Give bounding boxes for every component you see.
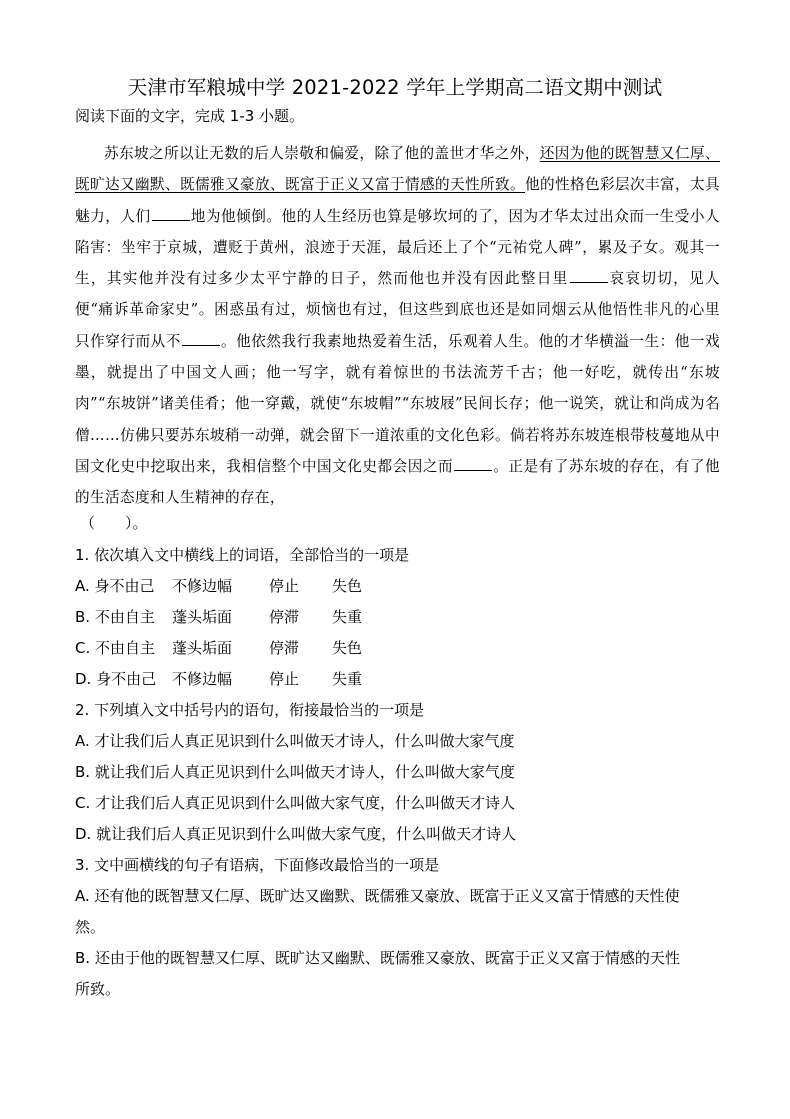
q1-option-b[interactable] <box>75 602 720 633</box>
q3-option-a-line-2: 然。 <box>75 918 106 936</box>
q1-a-word-1: A. 身不由己 <box>75 577 155 595</box>
q2-option-c[interactable]: C. 才让我们后人真正见识到什么叫做大家气度，什么叫做天才诗人 <box>75 794 516 812</box>
answer-parentheses: （ ）。 <box>80 514 148 532</box>
question-1 <box>75 540 720 695</box>
blank-4 <box>454 456 492 471</box>
question-3 <box>75 850 720 1005</box>
q3-option-b[interactable] <box>75 943 720 1005</box>
passage-text-3: 地为他倾倒。他的人生经历也算是够坎坷的了，因为才华太过出众而一生受小人陷害：坐牢于京城，遭贬于黄州，浪迹于天涯，最后还上了个“元祐党人碑”，累及子女。观其一生，其实他并没有过多少太平宁静的日子，然而他也并没有因此整日里 <box>75 207 720 288</box>
q1-c-word-3: 停滞 <box>269 639 300 657</box>
q1-c-word-1: C. 不由自主 <box>75 639 156 657</box>
q3-option-a-line-1: A. 还有他的既智慧又仁厚、既旷达又幽默、既儒雅又豪放、既富于正义又富于情感的天性使 <box>75 887 680 905</box>
q1-a-word-4: 失色 <box>332 577 363 595</box>
q1-c-word-4: 失色 <box>332 639 363 657</box>
question-3-stem: 3. 文中画横线的句子有语病，下面修改最恰当的一项是 <box>75 856 440 874</box>
question-1-stem: 1. 依次填入文中横线上的词语，全部恰当的一项是 <box>75 546 410 564</box>
reading-passage <box>75 138 720 514</box>
q1-option-c[interactable] <box>75 633 720 664</box>
q1-b-word-1: B. 不由自主 <box>75 608 155 626</box>
q3-option-a[interactable] <box>75 881 720 943</box>
blank-3 <box>182 331 220 346</box>
q1-d-word-2: 不修边幅 <box>172 670 233 688</box>
q2-option-a[interactable]: A. 才让我们后人真正见识到什么叫做天才诗人，什么叫做大家气度 <box>75 732 515 750</box>
passage-text-1: 苏东坡之所以让无数的后人崇敬和偏爱，除了他的盖世才华之外， <box>104 145 540 162</box>
q1-d-word-3: 停止 <box>269 670 300 688</box>
q3-option-b-line-1: B. 还由于他的既智慧又仁厚、既旷达又幽默、既儒雅又豪放、既富于正义又富于情感的天性 <box>75 949 680 967</box>
q1-b-word-3: 停滞 <box>269 608 300 626</box>
reading-instruction: 阅读下面的文字，完成 1-3 小题。 <box>75 107 305 125</box>
passage-text-5: 。他依然我行我素地热爱着生活，乐观着人生。他的才华横溢一生：他一戏墨，就提出了中国文人画；他一写字，就有着惊世的书法流芳千古；他一好吃，就传出“东坡肉”“东坡饼”诸美佳肴；他一穿戴，就使“东坡帽”“东坡屐”民间长存；他一说笑，就让和尚成为名僧……仿佛只要苏东坡稍一动弹，就会留下一道浓重的文化色彩。倘若将苏东坡连根带枝蔓地从中国文化史中挖取出来，我相信整个中国文化史都会因之而 <box>75 332 720 475</box>
q1-a-word-3: 停止 <box>269 577 300 595</box>
q3-option-b-line-2: 所致。 <box>75 980 121 998</box>
q1-c-word-2: 蓬头垢面 <box>172 639 233 657</box>
q1-b-word-2: 蓬头垢面 <box>172 608 233 626</box>
q1-d-word-4: 失重 <box>332 670 363 688</box>
q1-a-word-2: 不修边幅 <box>172 577 233 595</box>
passage-text-6: 。正是有了苏东坡的存在，有了他的生活态度和人生精神的存在， <box>75 457 720 507</box>
question-2 <box>75 695 720 850</box>
passage-text-4: 哀哀切切，见人便“痛诉革命家史”。困惑虽有过，烦恼也有过，但这些到底也还是如同烟云从他悟性非凡的心里只作穿行而从不 <box>75 270 720 350</box>
underlined-sentence: 还因为他的既智慧又仁厚、既旷达又幽默、既儒雅又豪放、既富于正义又富于情感的天性所致。 <box>75 145 720 194</box>
q1-option-d[interactable] <box>75 664 720 695</box>
blank-2 <box>570 268 608 283</box>
q1-option-a[interactable] <box>75 571 720 602</box>
q1-d-word-1: D. 身不由己 <box>75 670 157 688</box>
q2-option-d[interactable]: D. 就让我们后人真正见识到什么叫做大家气度，什么叫做天才诗人 <box>75 825 517 843</box>
blank-1 <box>152 206 190 221</box>
question-2-stem: 2. 下列填入文中括号内的语句，衔接最恰当的一项是 <box>75 701 425 719</box>
q2-option-b[interactable]: B. 就让我们后人真正见识到什么叫做天才诗人，什么叫做大家气度 <box>75 763 515 781</box>
q1-b-word-4: 失重 <box>332 608 363 626</box>
passage-text-2: 他的性格色彩层次丰富，太具魅力，人们 <box>75 176 720 225</box>
page-title: 天津市军粮城中学 2021-2022 学年上学期高二语文期中测试 <box>127 76 663 99</box>
